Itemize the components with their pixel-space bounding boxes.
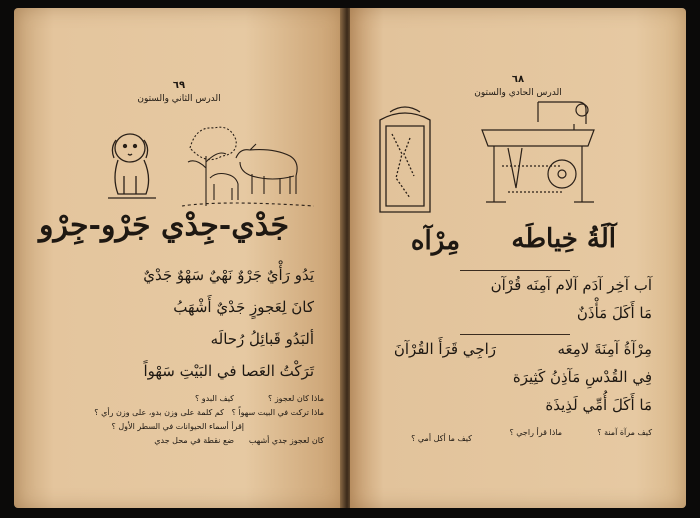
right-page: [350, 8, 686, 508]
text-line-1: يَدُو رَأْيٌ جَرْوٌ نَهْيٌ سَهْوٌ جَدْيٌ: [143, 266, 314, 284]
lesson-title: الدرس الثاني والستون: [137, 94, 221, 104]
question-6: ماذا تركت في البيت سهواً ؟: [231, 408, 324, 417]
text-line-3: مِرْآةُ آمِنَةَ لامِعَه: [557, 340, 652, 358]
left-page: [14, 8, 344, 508]
lesson-heading: جَدْي-جِدْي جَرْو-جِرْو: [38, 208, 290, 243]
question-2: ماذا قرأ راجي ؟: [509, 428, 562, 437]
divider: [460, 270, 570, 271]
heading-mirror: مِرْآه: [410, 226, 460, 256]
text-line-1: آب آخِر آدَم آلام آمِنَه قُرْآن: [490, 276, 652, 294]
text-line-4: رَاجِي قَرَأَ القُرْآنَ: [393, 340, 496, 358]
question-1: كيف مرآة آمنة ؟: [597, 428, 652, 437]
lesson-title: الدرس الحادي والستون: [474, 88, 562, 98]
question-1: كيف البدو ؟: [195, 394, 234, 403]
question-4: ضع نقطة في محل جدي: [154, 436, 234, 445]
goats-illustration: [180, 118, 316, 210]
question-5: ماذا كان لعجوز ؟: [268, 394, 324, 403]
text-line-3: ألبَدُو قَبائِلُ رُحالَه: [210, 330, 314, 348]
sewing-machine-illustration: [478, 96, 598, 214]
mirror-illustration: [370, 104, 440, 218]
question-3: كيف ما أكل أمي ؟: [411, 434, 472, 443]
page-number: ٦٨: [511, 74, 525, 85]
text-line-5: فِي القُدْسِ مَآذِنُ كَثِيرَة: [512, 368, 652, 386]
text-line-2: كانَ لِعَجوزٍ جَدْيٌ أَشْهَبُ: [173, 298, 314, 316]
puppy-illustration: [102, 126, 162, 204]
question-2: كم كلمة على وزن بدو، على وزن رأي ؟: [94, 408, 224, 417]
divider: [460, 334, 570, 335]
question-3: إقرأ أسماء الحيوانات في السطر الأول ؟: [111, 422, 244, 431]
question-7: كان لعجوز جدي أشهب: [248, 436, 324, 445]
text-line-6: مَا أَكَلَ أُمِّي لَذِيذَة: [545, 396, 652, 414]
text-line-2: مَا أَكَلَ مَأْذَنٌ: [576, 304, 652, 322]
open-book: [14, 8, 686, 508]
text-line-4: تَرَكْتُ العَصا في البَيْتِ سَهْواً: [143, 362, 314, 380]
heading-sewing-machine: آلَةُ خِياطَه: [511, 224, 616, 254]
page-number: ٦٩: [172, 80, 186, 91]
